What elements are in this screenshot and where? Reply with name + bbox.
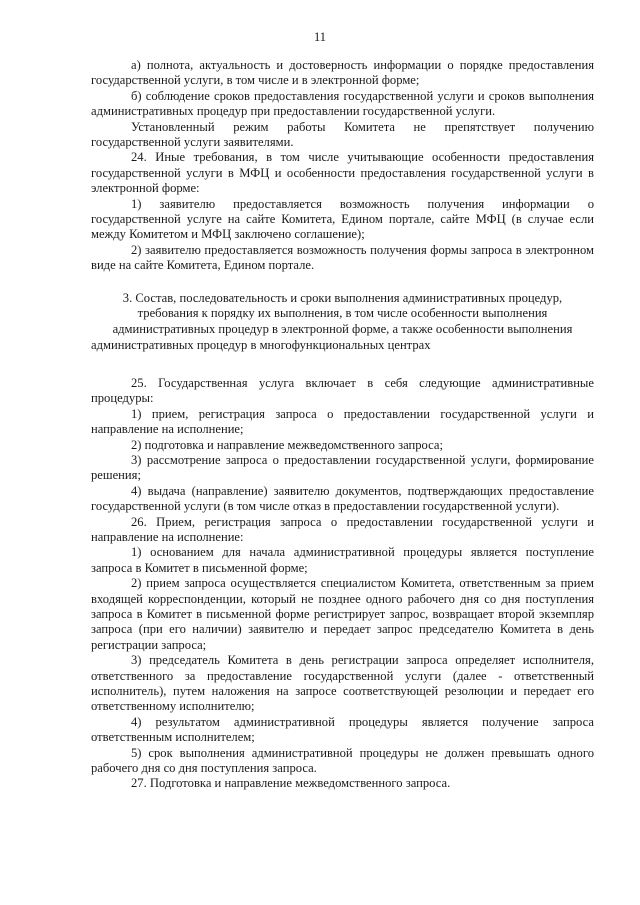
paragraph-25-item-1: 1) прием, регистрация запроса о предоставлении государственной услуги и направление на исполнение; (91, 406, 594, 437)
document-body (91, 58, 594, 792)
paragraph-26-item-4: 4) результатом административной процедуры является получение запроса ответственным исполнителем; (91, 714, 594, 745)
paragraph-working-hours: Установленный режим работы Комитета не препятствует получению государственной услуги заявителями. (91, 119, 594, 150)
paragraph-26-registration: 26. Прием, регистрация запроса о предоставлении государственной услуги и направление на исполнение: (91, 514, 594, 544)
paragraph-a-completeness: а) полнота, актуальность и достоверность информации о порядке предоставления государственной услуги, в том числе и в электронной форме; (91, 58, 594, 88)
paragraph-27-interagency: 27. Подготовка и направление межведомственного запроса. (131, 776, 451, 791)
paragraph-26-item-1: 1) основанием для начала административной процедуры является поступление запроса в Комитет в письменной форме; (91, 545, 594, 575)
paragraph-25-item-3: 3) рассмотрение запроса о предоставлении государственной услуги, формирование решения; (91, 452, 594, 483)
paragraph-b-deadlines: б) соблюдение сроков предоставления государственной услуги и сроков выполнения административных процедур при предоставлении государственной услуги. (91, 88, 594, 119)
paragraph-26-item-3: 3) председатель Комитета в день регистрации запроса определяет исполнителя, ответственного за предоставление государственной услуги (далее - ответственный исполнитель), путем наложения на запросе соответствующей резолюции и передает его ответственному исполнителю; (91, 653, 594, 714)
paragraph-25-item-4: 4) выдача (направление) заявителю документов, подтверждающих предоставление государственной услуги (в том числе отказ в предоставлении государственной услуги). (91, 483, 594, 514)
paragraph-26-item-2: 2) прием запроса осуществляется специалистом Комитета, ответственным за прием входящей корреспонденции, который не позднее одного рабочего дня со дня поступления запроса в Комитет в письменной форме регистрирует запрос, возвращает второй экземпляр запроса (при его наличии) заявителю и передает запрос председателю Комитета в день регистрации запроса; (91, 576, 594, 652)
section-3-heading: 3. Состав, последовательность и сроки выполнения административных процедур, требования к порядку их выполнения, в том числе особенности выполнения административных процедур в электронной форме, а также особенности выполнения административных процедур в многофункциональных центрах (91, 290, 573, 353)
paragraph-26-item-5: 5) срок выполнения административной процедуры не должен превышать одного рабочего дня со дня поступления запроса. (91, 745, 594, 776)
paragraph-24-item-2: 2) заявителю предоставляется возможность получения формы запроса в электронном виде на сайте Комитета, Едином портале. (91, 242, 594, 273)
paragraph-25-item-2: 2) подготовка и направление межведомственного запроса; (131, 437, 443, 452)
paragraph-24-requirements: 24. Иные требования, в том числе учитывающие особенности предоставления государственной услуги в МФЦ и особенности предоставления государственной услуги в электронной форме: (91, 150, 594, 196)
page-number: 11 (313, 30, 327, 44)
paragraph-24-item-1: 1) заявителю предоставляется возможность получения информации о государственной услуге на сайте Комитета, Едином портале, сайте МФЦ (в случае если между Комитетом и МФЦ заключено соглашение); (91, 196, 594, 242)
paragraph-25-procedures: 25. Государственная услуга включает в себя следующие административные процедуры: (91, 375, 594, 406)
